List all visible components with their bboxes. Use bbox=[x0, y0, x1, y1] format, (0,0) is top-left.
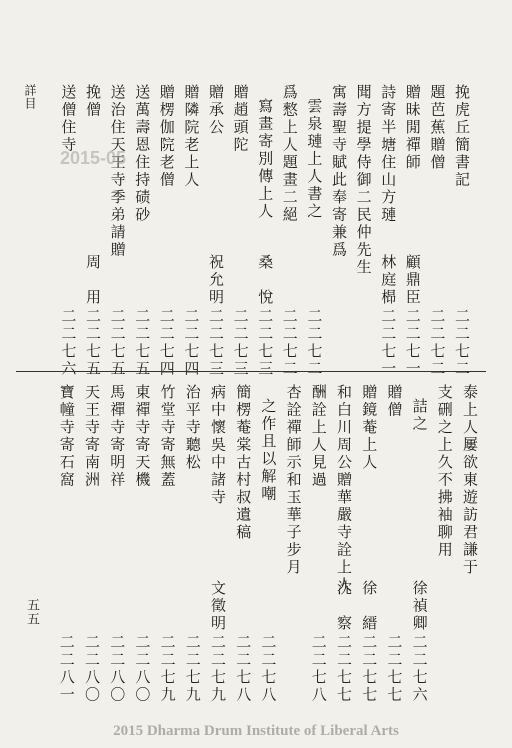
entry-author: 沈 察 bbox=[335, 580, 353, 633]
entry-page: 二二七二 bbox=[453, 308, 471, 378]
entry-page: 二二七二 bbox=[280, 308, 299, 378]
entry-title: 泰上人屢欲東遊訪君謙于 bbox=[461, 384, 479, 577]
section-divider bbox=[16, 371, 486, 372]
entry-page: 二二七七 bbox=[335, 634, 353, 704]
entry-title: 天王寺寄南洲 bbox=[83, 384, 101, 489]
entry-page: 二二七四 bbox=[157, 308, 176, 378]
entry-title: 詩寄半塘住山方璉 bbox=[379, 84, 398, 224]
entry-title: 雲泉璉上人書之 bbox=[305, 98, 324, 221]
entry-page: 二二七一 bbox=[403, 308, 422, 378]
entry-title: 挽僧 bbox=[84, 84, 102, 119]
entry-page: 二二八一 bbox=[57, 634, 76, 704]
entry-title: 竹堂寺寄無蓋 bbox=[158, 384, 177, 489]
entry-title: 酬詮上人見過 bbox=[309, 384, 328, 489]
entry-title: 題芭蕉贈僧 bbox=[428, 84, 447, 172]
entry-title: 簡楞菴棠古村叔遺稿 bbox=[234, 384, 253, 542]
page-number: 五五 bbox=[24, 598, 39, 626]
entry-title: 贈昧閒禪師 bbox=[403, 84, 422, 172]
entry-title: 寓壽聖寺賦此奉寄兼爲 bbox=[330, 84, 348, 259]
entry-title: 贈趙頭陀 bbox=[231, 84, 250, 154]
entry-title: 和白川周公贈華嚴寺詮上人 bbox=[335, 384, 353, 594]
running-header-label: 詳目 bbox=[23, 84, 37, 110]
entry-title: 爲憗上人題畫二絕 bbox=[280, 84, 299, 224]
entry-page: 二二七三 bbox=[207, 308, 225, 378]
entry-author: 文徵明 bbox=[209, 580, 227, 633]
entry-title: 杏詮禪師示和玉華子步月 bbox=[284, 384, 303, 577]
entry-title: 病中懷吳中諸寺 bbox=[209, 384, 227, 507]
entry-title: 東禪寺寄天機 bbox=[133, 384, 152, 489]
entry-page: 二二八〇 bbox=[133, 634, 152, 704]
entry-page: 二二七一 bbox=[379, 308, 398, 378]
entry-title: 之作且以解嘲 bbox=[259, 398, 278, 503]
entry-page: 二二七九 bbox=[183, 634, 202, 704]
watermark-year: 2015-05 bbox=[60, 148, 127, 168]
entry-page: 二二七七 bbox=[385, 634, 404, 704]
entry-page: 二二七三 bbox=[256, 308, 275, 378]
entry-author: 顧鼎臣 bbox=[403, 254, 422, 307]
entry-author: 徐禎卿 bbox=[410, 580, 429, 633]
entry-title: 送治住天王寺季弟請贈 bbox=[108, 84, 127, 259]
entry-page: 二二七四 bbox=[182, 308, 201, 378]
entry-author: 周 用 bbox=[84, 254, 102, 307]
entry-page: 二二七九 bbox=[158, 634, 177, 704]
entry-title: 贈楞伽院老僧 bbox=[157, 84, 176, 189]
entry-title: 聞方提學侍御二民仲先生 bbox=[354, 84, 373, 277]
entry-page: 二二八〇 bbox=[83, 634, 101, 704]
entry-author: 徐 縉 bbox=[360, 580, 379, 633]
entry-title: 治平寺聽松 bbox=[183, 384, 202, 472]
entry-title: 寫畫寄別傳上人 bbox=[256, 98, 275, 221]
entry-title: 支硎之上久不拂袖聊用 bbox=[435, 384, 454, 559]
entry-author: 祝允明 bbox=[207, 254, 225, 307]
entry-page: 二二七五 bbox=[133, 308, 152, 378]
entry-title: 寶幢寺寄石窩 bbox=[57, 384, 76, 489]
entry-page: 二二七三 bbox=[231, 308, 250, 378]
entry-title: 詰之 bbox=[410, 398, 429, 433]
entry-page: 二二七二 bbox=[428, 308, 447, 378]
entry-page: 二二七九 bbox=[209, 634, 227, 704]
entry-page: 二二七八 bbox=[259, 634, 278, 704]
entry-author: 林庭㭿 bbox=[379, 254, 398, 307]
entry-title: 贈鏡菴上人 bbox=[360, 384, 379, 472]
entry-author: 桑 悅 bbox=[256, 254, 275, 307]
entry-title: 送萬壽恩住持碛砂 bbox=[133, 84, 152, 224]
entry-page: 二二八〇 bbox=[108, 634, 127, 704]
entry-page: 二二七二 bbox=[305, 308, 324, 378]
entry-title: 挽虎丘簡書記 bbox=[453, 84, 471, 189]
entry-title: 送僧住寺 bbox=[59, 84, 78, 154]
entry-page: 二二七五 bbox=[84, 308, 102, 378]
entry-title: 贈承公 bbox=[207, 84, 225, 137]
footer-watermark: 2015 Dharma Drum Institute of Liberal Arts bbox=[113, 723, 399, 739]
entry-page: 二二七六 bbox=[410, 634, 429, 704]
entry-page: 二二七七 bbox=[360, 634, 379, 704]
entry-title: 贈隣院老上人 bbox=[182, 84, 201, 189]
entry-page: 二二七五 bbox=[108, 308, 127, 378]
entry-title: 馬禪寺寄明祥 bbox=[108, 384, 127, 489]
entry-page: 二二七八 bbox=[234, 634, 253, 704]
entry-title: 贈僧 bbox=[385, 384, 404, 419]
entry-page: 二二七六 bbox=[59, 308, 78, 378]
entry-page: 二二七八 bbox=[309, 634, 328, 704]
